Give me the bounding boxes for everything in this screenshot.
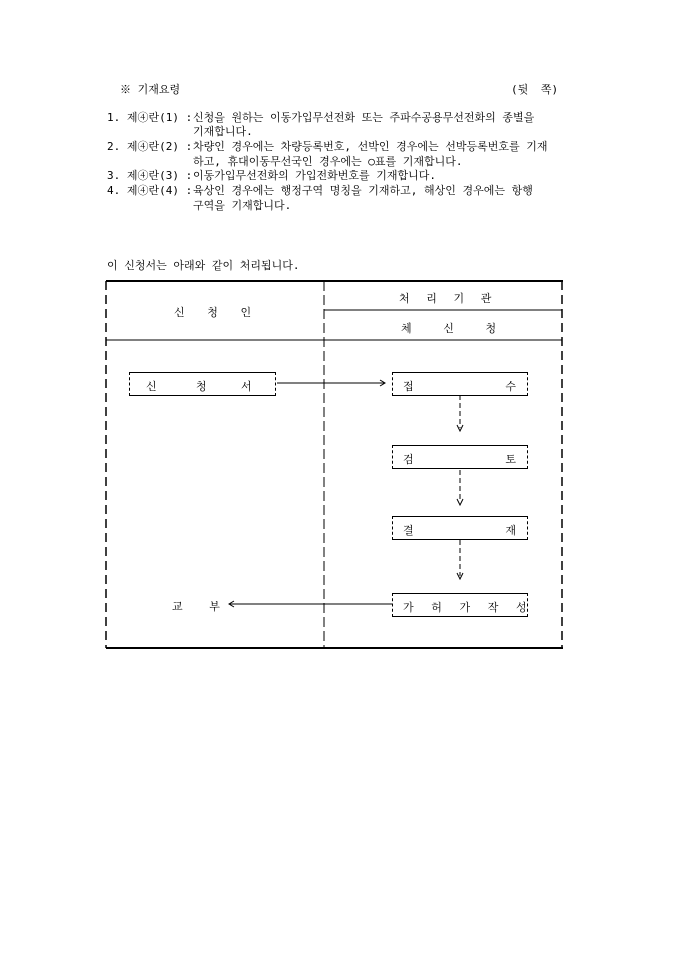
- instruction-4-line-1: 육상인 경우에는 행정구역 명칭을 기재하고, 해상인 경우에는 항행: [193, 184, 533, 197]
- approval-char-1: 결: [403, 524, 414, 537]
- receipt-char-2: 수: [505, 380, 516, 393]
- processing-agency-header: 처 리 기 관: [399, 292, 492, 305]
- approval-box: [392, 516, 528, 540]
- instruction-2-line-1: 차량인 경우에는 차량등록번호, 선박인 경우에는 선박등록번호를 기재: [193, 140, 548, 153]
- delivery-label: 교 부: [172, 600, 220, 613]
- instruction-2-number: 2. 제④란(2) :: [107, 140, 193, 153]
- application-char-2: 청: [196, 380, 207, 393]
- receipt-box: [392, 372, 528, 396]
- process-intro: 이 신청서는 아래와 같이 처리됩니다.: [107, 259, 300, 272]
- instruction-4-line-2: 구역을 기재합니다.: [193, 199, 292, 212]
- application-char-3: 서: [241, 380, 252, 393]
- review-char-2: 토: [505, 453, 516, 466]
- notes-title: ※ 기재요령: [120, 83, 181, 96]
- instruction-1-line-2: 기재합니다.: [193, 125, 253, 138]
- instruction-2-line-2: 하고, 휴대이동무선국인 경우에는 ○표를 기재합니다.: [193, 155, 463, 168]
- instruction-1-line-1: 신청을 원하는 이동가입무선전화 또는 주파수공용무선전화의 종별을: [193, 111, 535, 124]
- instruction-4-number: 4. 제④란(4) :: [107, 184, 193, 197]
- approval-char-2: 재: [505, 524, 516, 537]
- review-char-1: 검: [403, 453, 414, 466]
- application-form-box: [129, 372, 276, 396]
- permit-drafting-label: 가 허 가 작 성: [403, 601, 527, 614]
- receipt-char-1: 접: [403, 380, 414, 393]
- applicant-column-header: 신 청 인: [174, 306, 252, 319]
- instruction-3-number: 3. 제④란(3) :: [107, 169, 193, 182]
- instruction-3-line-1: 이동가입무선전화의 가입전화번호를 기재합니다.: [193, 169, 437, 182]
- application-char-1: 신: [146, 380, 157, 393]
- page-side-label: (뒷 쪽): [511, 83, 559, 96]
- review-box: [392, 445, 528, 469]
- instruction-1-number: 1. 제④란(1) :: [107, 111, 193, 124]
- processing-agency-name: 체 신 청: [401, 322, 497, 335]
- permit-drafting-box: [392, 593, 528, 617]
